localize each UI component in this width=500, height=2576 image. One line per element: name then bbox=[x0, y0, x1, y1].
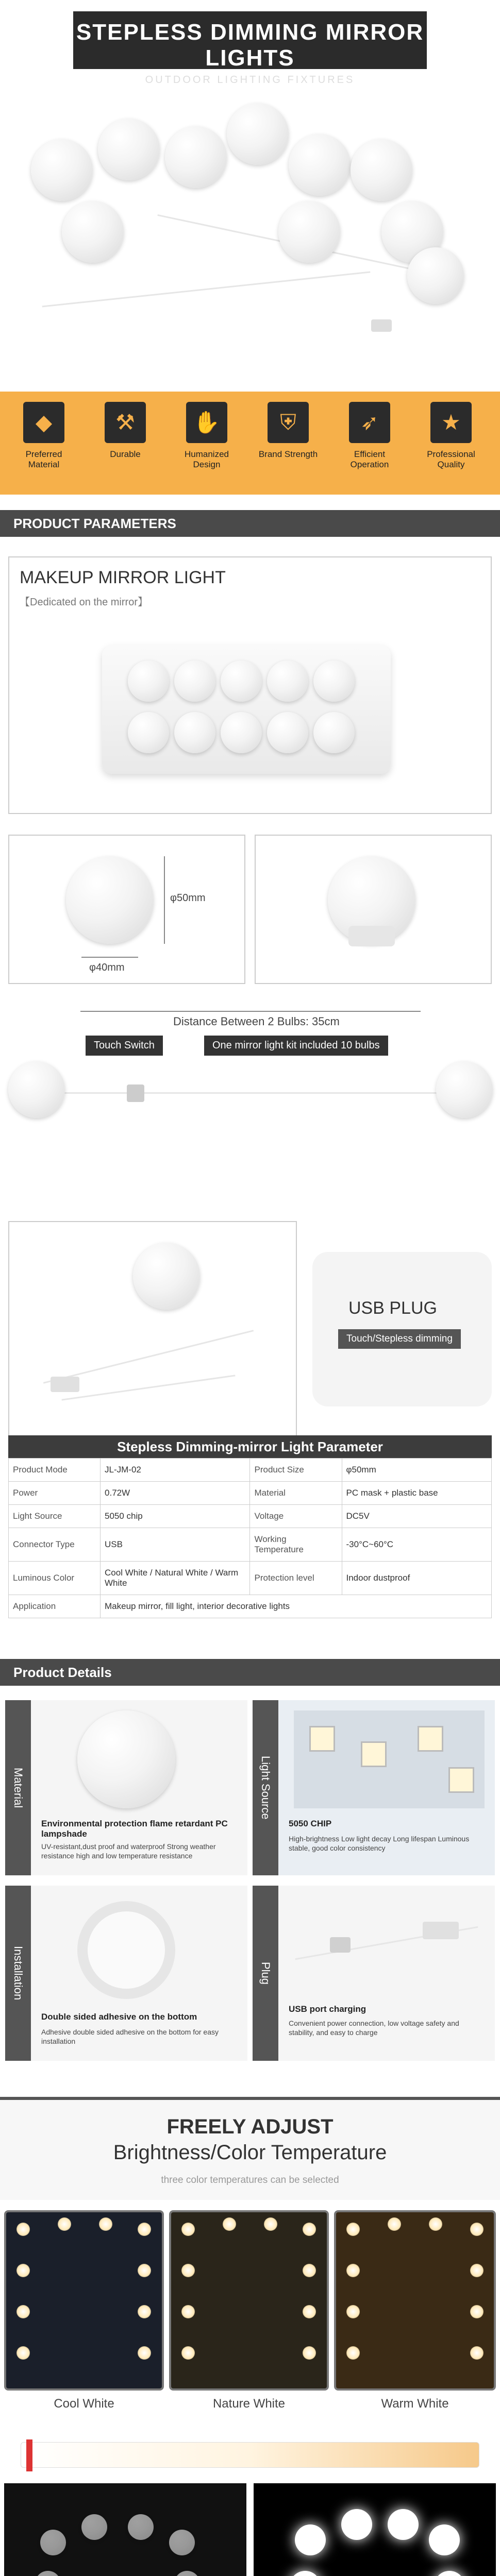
slider-handle bbox=[26, 2439, 32, 2471]
bulb bbox=[77, 1710, 175, 1808]
bulb bbox=[351, 139, 412, 201]
usb-connector bbox=[423, 1922, 459, 1939]
detail-side-label: Light Source bbox=[253, 1700, 278, 1875]
distance-panel bbox=[8, 999, 492, 1154]
feature-bar bbox=[0, 392, 500, 495]
bulb-dimension-card bbox=[8, 835, 245, 984]
diamond-icon: ◆ bbox=[23, 402, 64, 443]
makeup-panel bbox=[8, 556, 492, 814]
hero-section bbox=[0, 0, 500, 392]
bulb bbox=[66, 856, 154, 944]
mirror-nature-white bbox=[169, 2210, 329, 2391]
kit-note-label: One mirror light kit included 10 bulbs bbox=[204, 1036, 388, 1056]
feature-label: Professional Quality bbox=[427, 449, 475, 469]
table-cell: φ50mm bbox=[342, 1459, 492, 1482]
cable bbox=[61, 1375, 235, 1400]
color-label-nature: Nature White bbox=[212, 2397, 286, 2411]
detail-title: Double sided adhesive on the bottom bbox=[41, 2012, 197, 2022]
feature-label: Humanized Design bbox=[185, 449, 229, 469]
hero-title-box bbox=[73, 11, 427, 86]
table-cell: JL-JM-02 bbox=[101, 1459, 250, 1482]
table-cell: Protection level bbox=[250, 1562, 342, 1595]
cable bbox=[55, 1092, 446, 1094]
bulb bbox=[313, 712, 355, 753]
usb-connector bbox=[51, 1377, 79, 1392]
table-cell: Working Temperature bbox=[250, 1528, 342, 1562]
table-cell: Indoor dustproof bbox=[342, 1562, 492, 1595]
feature-item bbox=[173, 402, 240, 470]
cable bbox=[43, 1330, 254, 1384]
hero-subtitle: OUTDOOR LIGHTING FIXTURES bbox=[145, 74, 355, 86]
bulb bbox=[278, 201, 340, 263]
table-cell: 0.72W bbox=[101, 1482, 250, 1505]
detail-text: UV-resistant,dust proof and waterproof Strong weather resistance high and low temperature resistance bbox=[41, 1842, 216, 1860]
adjust-header bbox=[0, 2097, 500, 2200]
rocket-icon: ➶ bbox=[349, 402, 390, 443]
dimension-panel bbox=[8, 835, 492, 984]
color-label-warm: Warm White bbox=[381, 2397, 449, 2411]
shield-icon: ⛨ bbox=[268, 402, 309, 443]
adhesive-base bbox=[77, 1901, 175, 1999]
led-chip bbox=[418, 1726, 443, 1752]
detail-card-installation bbox=[5, 1886, 247, 2061]
led-chip bbox=[361, 1741, 387, 1767]
dim-demo-left bbox=[4, 2483, 246, 2576]
bulb-base bbox=[348, 926, 395, 946]
table-cell: 5050 chip bbox=[101, 1505, 250, 1528]
param-table bbox=[8, 1458, 492, 1618]
bulb bbox=[8, 1061, 65, 1118]
usb-plug bbox=[371, 319, 392, 332]
distance-label: Distance Between 2 Bulbs: 35cm bbox=[173, 1015, 340, 1028]
feature-item bbox=[336, 402, 403, 470]
feature-label: Durable bbox=[110, 449, 141, 459]
width-label: φ40mm bbox=[89, 962, 125, 973]
hammer-icon: ⚒ bbox=[105, 402, 146, 443]
makeup-title: MAKEUP MIRROR LIGHT bbox=[20, 568, 226, 587]
hero-title: STEPLESS DIMMING MIRROR LIGHTS bbox=[76, 20, 424, 71]
table-row bbox=[9, 1505, 492, 1528]
touch-switch bbox=[330, 1937, 351, 1953]
dimension-line bbox=[81, 957, 138, 958]
table-cell: DC5V bbox=[342, 1505, 492, 1528]
touch-switch-label: Touch Switch bbox=[86, 1036, 163, 1056]
detail-side-label: Plug bbox=[253, 1886, 278, 2061]
table-row bbox=[9, 1595, 492, 1618]
bulb bbox=[267, 660, 308, 702]
feature-item bbox=[92, 402, 159, 460]
detail-text: Adhesive double sided adhesive on the bottom for easy installation bbox=[41, 2028, 219, 2045]
usb-text-card bbox=[312, 1252, 492, 1406]
dimension-line bbox=[164, 856, 165, 944]
table-row bbox=[9, 1482, 492, 1505]
led-chip-image bbox=[294, 1710, 485, 1808]
table-row bbox=[9, 1459, 492, 1482]
detail-title: 5050 CHIP bbox=[289, 1819, 332, 1828]
bulb bbox=[174, 712, 215, 753]
bulb bbox=[31, 139, 93, 201]
cable bbox=[42, 272, 371, 308]
table-row bbox=[9, 1562, 492, 1595]
dim-demo-right bbox=[254, 2483, 496, 2576]
bulb bbox=[62, 201, 124, 263]
detail-card-material bbox=[5, 1700, 247, 1875]
param-table-title: Stepless Dimming-mirror Light Parameter bbox=[8, 1435, 492, 1458]
feature-item bbox=[418, 402, 485, 470]
bulb bbox=[174, 660, 215, 702]
table-cell: Material bbox=[250, 1482, 342, 1505]
detail-title: Environmental protection flame retardant PC lampshade bbox=[41, 1819, 228, 1839]
usb-title: USB PLUG bbox=[348, 1298, 437, 1318]
mirror-cool-white bbox=[4, 2210, 164, 2391]
bulb bbox=[128, 712, 169, 753]
table-cell: -30°C~60°C bbox=[342, 1528, 492, 1562]
like-icon: ★ bbox=[430, 402, 472, 443]
led-chip bbox=[309, 1726, 335, 1752]
adjust-subtitle: three color temperatures can be selected bbox=[161, 2175, 339, 2185]
mirror-warm-white bbox=[334, 2210, 496, 2391]
table-cell: Light Source bbox=[9, 1505, 101, 1528]
table-cell: Product Size bbox=[250, 1459, 342, 1482]
usb-panel bbox=[8, 1221, 492, 1437]
bulb bbox=[128, 660, 169, 702]
table-cell: Application bbox=[9, 1595, 101, 1618]
bulb bbox=[436, 1061, 493, 1118]
feature-label: Efficient Operation bbox=[350, 449, 389, 469]
usb-subtitle: Touch/Stepless dimming bbox=[338, 1329, 461, 1349]
table-cell: PC mask + plastic base bbox=[342, 1482, 492, 1505]
table-cell: Connector Type bbox=[9, 1528, 101, 1562]
bulb bbox=[98, 118, 160, 180]
feature-item bbox=[10, 402, 77, 470]
detail-side-label: Installation bbox=[5, 1886, 31, 2061]
color-temperature-slider bbox=[21, 2442, 479, 2468]
bulb bbox=[313, 660, 355, 702]
section-product-parameters: PRODUCT PARAMETERS bbox=[0, 510, 500, 537]
thumb-icon: ✋ bbox=[186, 402, 227, 443]
bulb bbox=[267, 712, 308, 753]
table-cell: Makeup mirror, fill light, interior decorative lights bbox=[101, 1595, 492, 1618]
bulb bbox=[289, 134, 351, 196]
usb-image-card bbox=[8, 1221, 297, 1437]
table-cell: Luminous Color bbox=[9, 1562, 101, 1595]
section-product-details: Product Details bbox=[0, 1659, 500, 1686]
table-cell: Cool White / Natural White / Warm White bbox=[101, 1562, 250, 1595]
color-label-cool: Cool White bbox=[54, 2397, 114, 2411]
detail-text: Convenient power connection, low voltage safety and stability, and easy to charge bbox=[289, 2019, 459, 2037]
table-cell: Power bbox=[9, 1482, 101, 1505]
adjust-title1: FREELY ADJUST bbox=[166, 2115, 334, 2138]
detail-card-light-source bbox=[253, 1700, 495, 1875]
bulb bbox=[221, 660, 262, 702]
detail-text: High-brightness Low light decay Long lifespan Luminous stable, good color consistency bbox=[289, 1835, 470, 1852]
feature-label: Preferred Material bbox=[25, 449, 62, 469]
led-chip bbox=[448, 1767, 474, 1793]
detail-card-plug bbox=[253, 1886, 495, 2061]
bulb bbox=[133, 1243, 200, 1310]
bulb bbox=[221, 712, 262, 753]
detail-side-label: Material bbox=[5, 1700, 31, 1875]
bulb bbox=[227, 103, 289, 165]
table-cell: USB bbox=[101, 1528, 250, 1562]
table-cell: Voltage bbox=[250, 1505, 342, 1528]
bulb bbox=[407, 247, 464, 304]
makeup-subtitle: 【Dedicated on the mirror】 bbox=[20, 597, 148, 608]
bulb bbox=[165, 126, 227, 188]
height-label: φ50mm bbox=[170, 892, 206, 904]
feature-label: Brand Strength bbox=[258, 449, 318, 459]
bulb-base-card bbox=[255, 835, 492, 984]
touch-switch bbox=[127, 1084, 144, 1102]
table-cell: Product Mode bbox=[9, 1459, 101, 1482]
detail-title: USB port charging bbox=[289, 2004, 366, 2014]
table-row bbox=[9, 1528, 492, 1562]
feature-item bbox=[255, 402, 322, 460]
adjust-title2: Brightness/Color Temperature bbox=[113, 2141, 387, 2164]
dimension-line bbox=[80, 1011, 421, 1012]
